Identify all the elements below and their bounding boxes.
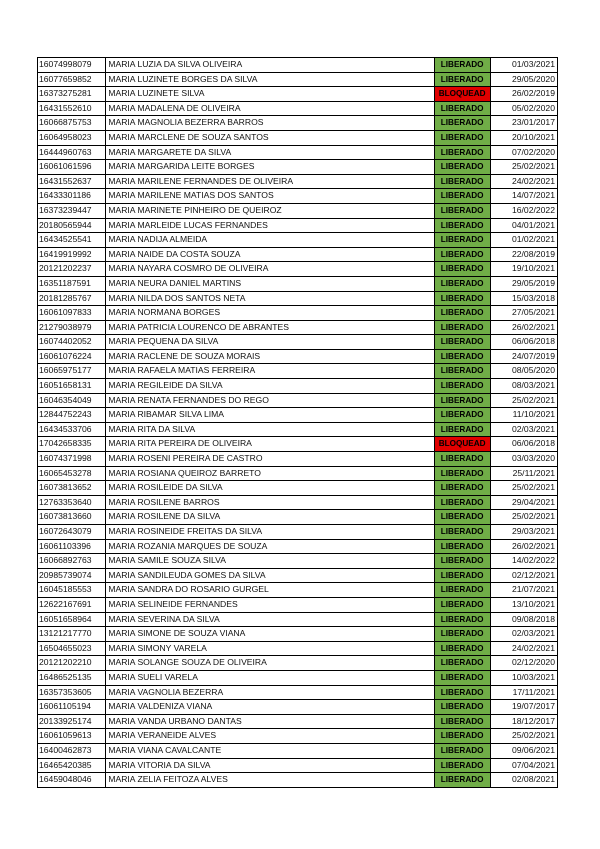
record-status-cell: LIBERADO (434, 320, 490, 335)
record-date-cell: 27/05/2021 (490, 306, 557, 321)
record-date-cell: 21/07/2021 (490, 583, 557, 598)
record-id-cell: 20121202210 (38, 656, 106, 671)
table-row (38, 627, 558, 642)
record-id-cell: 13121217770 (38, 627, 106, 642)
record-date-cell: 08/05/2020 (490, 364, 557, 379)
record-name-cell: MARIA ROSINEIDE FREITAS DA SILVA (106, 525, 434, 540)
record-name-cell: MARIA ZELIA FEITOZA ALVES (106, 773, 434, 788)
table-row (38, 101, 558, 116)
record-id-cell: 16444960763 (38, 145, 106, 160)
record-id-cell: 12763353640 (38, 495, 106, 510)
record-status-cell: LIBERADO (434, 627, 490, 642)
record-status-cell: LIBERADO (434, 729, 490, 744)
record-id-cell: 16074402052 (38, 335, 106, 350)
record-name-cell: MARIA MARCLENE DE SOUZA SANTOS (106, 130, 434, 145)
record-date-cell: 02/03/2021 (490, 627, 557, 642)
record-status-cell: LIBERADO (434, 554, 490, 569)
record-status-cell: LIBERADO (434, 189, 490, 204)
record-id-cell: 16431552637 (38, 174, 106, 189)
record-date-cell: 13/10/2021 (490, 597, 557, 612)
table-row (38, 379, 558, 394)
record-name-cell: MARIA ROSILENE DA SILVA (106, 510, 434, 525)
record-id-cell: 16066875753 (38, 116, 106, 131)
record-name-cell: MARIA NAYARA COSMRO DE OLIVEIRA (106, 262, 434, 277)
record-status-cell: LIBERADO (434, 218, 490, 233)
table-row (38, 87, 558, 102)
record-name-cell: MARIA NEURA DANIEL MARTINS (106, 276, 434, 291)
record-name-cell: MARIA RAFAELA MATIAS FERREIRA (106, 364, 434, 379)
record-status-cell: LIBERADO (434, 335, 490, 350)
record-name-cell: MARIA SUELI VARELA (106, 670, 434, 685)
record-id-cell: 16074371998 (38, 452, 106, 467)
record-id-cell: 20985739074 (38, 568, 106, 583)
record-id-cell: 16046354049 (38, 393, 106, 408)
record-name-cell: MARIA SANDRA DO ROSARIO GURGEL (106, 583, 434, 598)
record-name-cell: MARIA MARLEIDE LUCAS FERNANDES (106, 218, 434, 233)
table-row (38, 773, 558, 788)
record-name-cell: MARIA NORMANA BORGES (106, 306, 434, 321)
table-row (38, 670, 558, 685)
record-name-cell: MARIA LUZIA DA SILVA OLIVEIRA (106, 58, 434, 73)
record-status-cell: LIBERADO (434, 130, 490, 145)
record-status-cell: LIBERADO (434, 743, 490, 758)
table-row (38, 700, 558, 715)
record-status-cell: LIBERADO (434, 364, 490, 379)
record-status-cell: LIBERADO (434, 58, 490, 73)
record-id-cell: 20121202237 (38, 262, 106, 277)
record-id-cell: 16066892763 (38, 554, 106, 569)
record-status-cell: LIBERADO (434, 247, 490, 262)
record-date-cell: 17/11/2021 (490, 685, 557, 700)
table-row (38, 554, 558, 569)
record-status-cell: LIBERADO (434, 568, 490, 583)
record-id-cell: 16077659852 (38, 72, 106, 87)
table-row (38, 203, 558, 218)
record-id-cell: 16431552610 (38, 101, 106, 116)
table-row (38, 233, 558, 248)
record-date-cell: 25/02/2021 (490, 481, 557, 496)
table-row (38, 72, 558, 87)
record-name-cell: MARIA ROSILENE BARROS (106, 495, 434, 510)
record-status-cell: LIBERADO (434, 612, 490, 627)
record-date-cell: 29/05/2020 (490, 72, 557, 87)
record-date-cell: 07/02/2020 (490, 145, 557, 160)
record-date-cell: 25/02/2021 (490, 393, 557, 408)
table-row (38, 452, 558, 467)
record-id-cell: 16486525135 (38, 670, 106, 685)
record-date-cell: 06/06/2018 (490, 437, 557, 452)
table-row (38, 481, 558, 496)
record-id-cell: 16065453278 (38, 466, 106, 481)
record-date-cell: 25/02/2021 (490, 510, 557, 525)
record-name-cell: MARIA NADIJA ALMEIDA (106, 233, 434, 248)
table-row (38, 189, 558, 204)
record-id-cell: 16465420385 (38, 758, 106, 773)
record-status-cell: LIBERADO (434, 349, 490, 364)
record-name-cell: MARIA SIMONY VARELA (106, 641, 434, 656)
record-id-cell: 16051658964 (38, 612, 106, 627)
record-id-cell: 16061097833 (38, 306, 106, 321)
table-row (38, 262, 558, 277)
table-row (38, 466, 558, 481)
table-row (38, 145, 558, 160)
record-date-cell: 14/02/2022 (490, 554, 557, 569)
record-date-cell: 02/03/2021 (490, 422, 557, 437)
record-status-cell: LIBERADO (434, 510, 490, 525)
record-status-cell: BLOQUEAD (434, 87, 490, 102)
record-name-cell: MARIA MADALENA DE OLIVEIRA (106, 101, 434, 116)
table-row (38, 685, 558, 700)
record-name-cell: MARIA MAGNOLIA BEZERRA BARROS (106, 116, 434, 131)
record-name-cell: MARIA SELINEIDE FERNANDES (106, 597, 434, 612)
record-status-cell: LIBERADO (434, 758, 490, 773)
record-status-cell: BLOQUEAD (434, 437, 490, 452)
record-id-cell: 16351187591 (38, 276, 106, 291)
table-row (38, 539, 558, 554)
record-name-cell: MARIA SANDILEUDA GOMES DA SILVA (106, 568, 434, 583)
record-date-cell: 10/03/2021 (490, 670, 557, 685)
record-id-cell: 16373275281 (38, 87, 106, 102)
record-name-cell: MARIA MARGARETE DA SILVA (106, 145, 434, 160)
record-date-cell: 07/04/2021 (490, 758, 557, 773)
record-status-cell: LIBERADO (434, 422, 490, 437)
record-status-cell: LIBERADO (434, 116, 490, 131)
record-date-cell: 26/02/2021 (490, 539, 557, 554)
record-date-cell: 03/03/2020 (490, 452, 557, 467)
table-row (38, 349, 558, 364)
record-id-cell: 16419919992 (38, 247, 106, 262)
record-name-cell: MARIA ROZANIA MARQUES DE SOUZA (106, 539, 434, 554)
record-name-cell: MARIA ROSIANA QUEIROZ BARRETO (106, 466, 434, 481)
table-row (38, 656, 558, 671)
record-id-cell: 16357353605 (38, 685, 106, 700)
table-row (38, 130, 558, 145)
record-id-cell: 21279038979 (38, 320, 106, 335)
record-id-cell: 16400462873 (38, 743, 106, 758)
record-date-cell: 26/02/2021 (490, 320, 557, 335)
record-date-cell: 09/06/2021 (490, 743, 557, 758)
table-row (38, 58, 558, 73)
record-status-cell: LIBERADO (434, 291, 490, 306)
record-status-cell: LIBERADO (434, 685, 490, 700)
record-name-cell: MARIA PEQUENA DA SILVA (106, 335, 434, 350)
record-status-cell: LIBERADO (434, 495, 490, 510)
record-id-cell: 16073813652 (38, 481, 106, 496)
record-name-cell: MARIA VITORIA DA SILVA (106, 758, 434, 773)
record-date-cell: 02/12/2021 (490, 568, 557, 583)
record-date-cell: 24/02/2021 (490, 174, 557, 189)
record-name-cell: MARIA SAMILE SOUZA SILVA (106, 554, 434, 569)
table-row (38, 422, 558, 437)
record-date-cell: 04/01/2021 (490, 218, 557, 233)
record-id-cell: 20133925174 (38, 714, 106, 729)
table-row (38, 612, 558, 627)
table-row (38, 437, 558, 452)
table-row (38, 218, 558, 233)
record-id-cell: 16064958023 (38, 130, 106, 145)
record-name-cell: MARIA RITA PEREIRA DE OLIVEIRA (106, 437, 434, 452)
record-date-cell: 29/04/2021 (490, 495, 557, 510)
record-date-cell: 06/06/2018 (490, 335, 557, 350)
table-row (38, 116, 558, 131)
record-name-cell: MARIA LUZINETE BORGES DA SILVA (106, 72, 434, 87)
table-row (38, 495, 558, 510)
record-status-cell: LIBERADO (434, 379, 490, 394)
record-status-cell: LIBERADO (434, 539, 490, 554)
record-status-cell: LIBERADO (434, 160, 490, 175)
table-row (38, 276, 558, 291)
record-date-cell: 24/07/2019 (490, 349, 557, 364)
record-id-cell: 16061103396 (38, 539, 106, 554)
record-status-cell: LIBERADO (434, 452, 490, 467)
record-name-cell: MARIA LUZINETE SILVA (106, 87, 434, 102)
record-date-cell: 25/02/2021 (490, 160, 557, 175)
record-id-cell: 16072643079 (38, 525, 106, 540)
record-date-cell: 14/07/2021 (490, 189, 557, 204)
record-name-cell: MARIA SEVERINA DA SILVA (106, 612, 434, 627)
record-name-cell: MARIA VAGNOLIA BEZERRA (106, 685, 434, 700)
record-status-cell: LIBERADO (434, 481, 490, 496)
table-row (38, 320, 558, 335)
record-status-cell: LIBERADO (434, 597, 490, 612)
record-status-cell: LIBERADO (434, 174, 490, 189)
record-id-cell: 16061059613 (38, 729, 106, 744)
table-row (38, 393, 558, 408)
record-name-cell: MARIA MARILENE MATIAS DOS SANTOS (106, 189, 434, 204)
record-date-cell: 26/02/2019 (490, 87, 557, 102)
record-date-cell: 25/11/2021 (490, 466, 557, 481)
record-date-cell: 20/10/2021 (490, 130, 557, 145)
table-row (38, 641, 558, 656)
record-date-cell: 19/10/2021 (490, 262, 557, 277)
record-id-cell: 12844752243 (38, 408, 106, 423)
record-status-cell: LIBERADO (434, 393, 490, 408)
record-name-cell: MARIA RITA DA SILVA (106, 422, 434, 437)
record-name-cell: MARIA REGILEIDE DA SILVA (106, 379, 434, 394)
record-id-cell: 16061105194 (38, 700, 106, 715)
record-id-cell: 16434533706 (38, 422, 106, 437)
table-row (38, 335, 558, 350)
record-status-cell: LIBERADO (434, 641, 490, 656)
record-name-cell: MARIA VIANA CAVALCANTE (106, 743, 434, 758)
record-id-cell: 16073813660 (38, 510, 106, 525)
record-name-cell: MARIA RENATA FERNANDES DO REGO (106, 393, 434, 408)
record-name-cell: MARIA NAIDE DA COSTA SOUZA (106, 247, 434, 262)
record-name-cell: MARIA MARGARIDA LEITE BORGES (106, 160, 434, 175)
record-status-cell: LIBERADO (434, 773, 490, 788)
record-status-cell: LIBERADO (434, 233, 490, 248)
record-name-cell: MARIA RIBAMAR SILVA LIMA (106, 408, 434, 423)
table-row (38, 510, 558, 525)
record-name-cell: MARIA VANDA URBANO DANTAS (106, 714, 434, 729)
record-name-cell: MARIA MARINETE PINHEIRO DE QUEIROZ (106, 203, 434, 218)
table-row (38, 408, 558, 423)
record-id-cell: 16433301186 (38, 189, 106, 204)
record-status-cell: LIBERADO (434, 525, 490, 540)
table-row (38, 247, 558, 262)
record-status-cell: LIBERADO (434, 656, 490, 671)
record-name-cell: MARIA RACLENE DE SOUZA MORAIS (106, 349, 434, 364)
record-id-cell: 16061061596 (38, 160, 106, 175)
table-row (38, 525, 558, 540)
record-status-cell: LIBERADO (434, 408, 490, 423)
table-row (38, 174, 558, 189)
record-name-cell: MARIA PATRICIA LOURENCO DE ABRANTES (106, 320, 434, 335)
record-date-cell: 11/10/2021 (490, 408, 557, 423)
record-id-cell: 16504655023 (38, 641, 106, 656)
record-id-cell: 12622167691 (38, 597, 106, 612)
records-table (37, 57, 558, 788)
record-status-cell: LIBERADO (434, 714, 490, 729)
record-date-cell: 02/08/2021 (490, 773, 557, 788)
record-date-cell: 19/07/2017 (490, 700, 557, 715)
record-name-cell: MARIA NILDA DOS SANTOS NETA (106, 291, 434, 306)
record-date-cell: 29/05/2019 (490, 276, 557, 291)
record-date-cell: 24/02/2021 (490, 641, 557, 656)
record-id-cell: 16045185553 (38, 583, 106, 598)
record-date-cell: 08/03/2021 (490, 379, 557, 394)
record-date-cell: 22/08/2019 (490, 247, 557, 262)
record-status-cell: LIBERADO (434, 670, 490, 685)
record-status-cell: LIBERADO (434, 203, 490, 218)
table-row (38, 729, 558, 744)
record-name-cell: MARIA SIMONE DE SOUZA VIANA (106, 627, 434, 642)
record-status-cell: LIBERADO (434, 466, 490, 481)
record-id-cell: 16373239447 (38, 203, 106, 218)
record-date-cell: 25/02/2021 (490, 729, 557, 744)
record-date-cell: 16/02/2022 (490, 203, 557, 218)
record-date-cell: 29/03/2021 (490, 525, 557, 540)
record-date-cell: 01/02/2021 (490, 233, 557, 248)
record-name-cell: MARIA ROSILEIDE DA SILVA (106, 481, 434, 496)
record-id-cell: 16051658131 (38, 379, 106, 394)
record-date-cell: 18/12/2017 (490, 714, 557, 729)
record-id-cell: 16065975177 (38, 364, 106, 379)
table-row (38, 714, 558, 729)
record-name-cell: MARIA VERANEIDE ALVES (106, 729, 434, 744)
record-status-cell: LIBERADO (434, 306, 490, 321)
record-status-cell: LIBERADO (434, 101, 490, 116)
record-name-cell: MARIA ROSENI PEREIRA DE CASTRO (106, 452, 434, 467)
record-status-cell: LIBERADO (434, 583, 490, 598)
table-row (38, 568, 558, 583)
table-row (38, 364, 558, 379)
record-id-cell: 16459048046 (38, 773, 106, 788)
record-date-cell: 15/03/2018 (490, 291, 557, 306)
record-name-cell: MARIA VALDENIZA VIANA (106, 700, 434, 715)
record-status-cell: LIBERADO (434, 276, 490, 291)
record-date-cell: 09/08/2018 (490, 612, 557, 627)
record-date-cell: 02/12/2020 (490, 656, 557, 671)
record-status-cell: LIBERADO (434, 700, 490, 715)
record-date-cell: 05/02/2020 (490, 101, 557, 116)
records-table-body (38, 58, 558, 788)
record-status-cell: LIBERADO (434, 145, 490, 160)
record-date-cell: 23/01/2017 (490, 116, 557, 131)
table-row (38, 291, 558, 306)
record-status-cell: LIBERADO (434, 262, 490, 277)
table-row (38, 306, 558, 321)
record-name-cell: MARIA SOLANGE SOUZA DE OLIVEIRA (106, 656, 434, 671)
record-name-cell: MARIA MARILENE FERNANDES DE OLIVEIRA (106, 174, 434, 189)
record-date-cell: 01/03/2021 (490, 58, 557, 73)
table-row (38, 160, 558, 175)
table-row (38, 597, 558, 612)
record-id-cell: 20181285767 (38, 291, 106, 306)
table-row (38, 758, 558, 773)
record-status-cell: LIBERADO (434, 72, 490, 87)
table-row (38, 583, 558, 598)
record-id-cell: 16061076224 (38, 349, 106, 364)
record-id-cell: 17042658335 (38, 437, 106, 452)
record-id-cell: 16434525541 (38, 233, 106, 248)
record-id-cell: 20180565944 (38, 218, 106, 233)
record-id-cell: 16074998079 (38, 58, 106, 73)
table-row (38, 743, 558, 758)
